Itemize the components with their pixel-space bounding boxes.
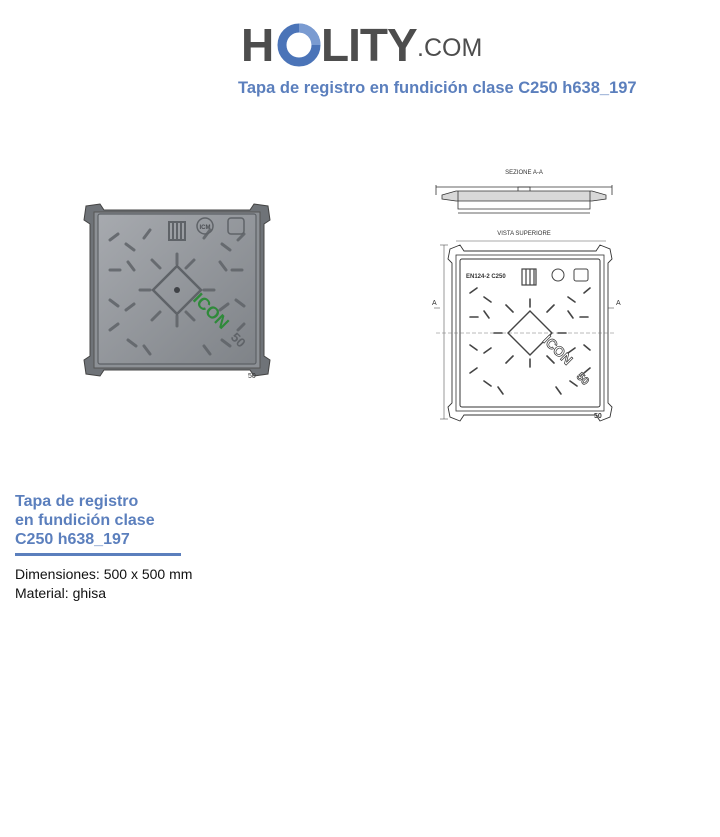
page-title: Tapa de registro en fundición clase C250 h638_197 [238, 79, 637, 97]
norm-text: EN124-2 C250 [466, 274, 506, 280]
top-view-label: VISTA SUPERIORE [497, 231, 551, 237]
photo-size-text: 50 [227, 329, 249, 351]
title-underline [15, 553, 181, 556]
section-mark-left: A [432, 300, 437, 307]
logo-domain: .COM [417, 34, 483, 62]
holity-logo[interactable] [241, 10, 491, 71]
product-photo [80, 200, 274, 380]
product-title-line: C250 h638_197 [15, 531, 130, 548]
technical-drawing [428, 165, 620, 423]
product-title-line: Tapa de registro [15, 493, 139, 510]
drawing-corner-text: 50 [594, 413, 602, 420]
product-title-line: en fundición clase [15, 512, 155, 529]
product-title [15, 492, 155, 549]
logo-letters: LITY [321, 19, 417, 71]
logo-ring-icon [277, 22, 321, 68]
photo-badge: ICM [199, 225, 211, 231]
logo-letter-h: H [241, 19, 274, 71]
photo-corner-text: 50 [248, 373, 256, 380]
drawing-icon-text: ICON [539, 331, 576, 368]
drawing-size-text: 50 [573, 370, 592, 388]
photo-icon-text: ICON [189, 289, 233, 333]
section-mark-right: A [616, 300, 621, 307]
section-label: SEZIONE A-A [505, 170, 543, 176]
product-specs [15, 565, 192, 603]
spec-dimensions: Dimensiones: 500 x 500 mm [15, 566, 193, 582]
spec-material: Material: ghisa [15, 585, 107, 601]
